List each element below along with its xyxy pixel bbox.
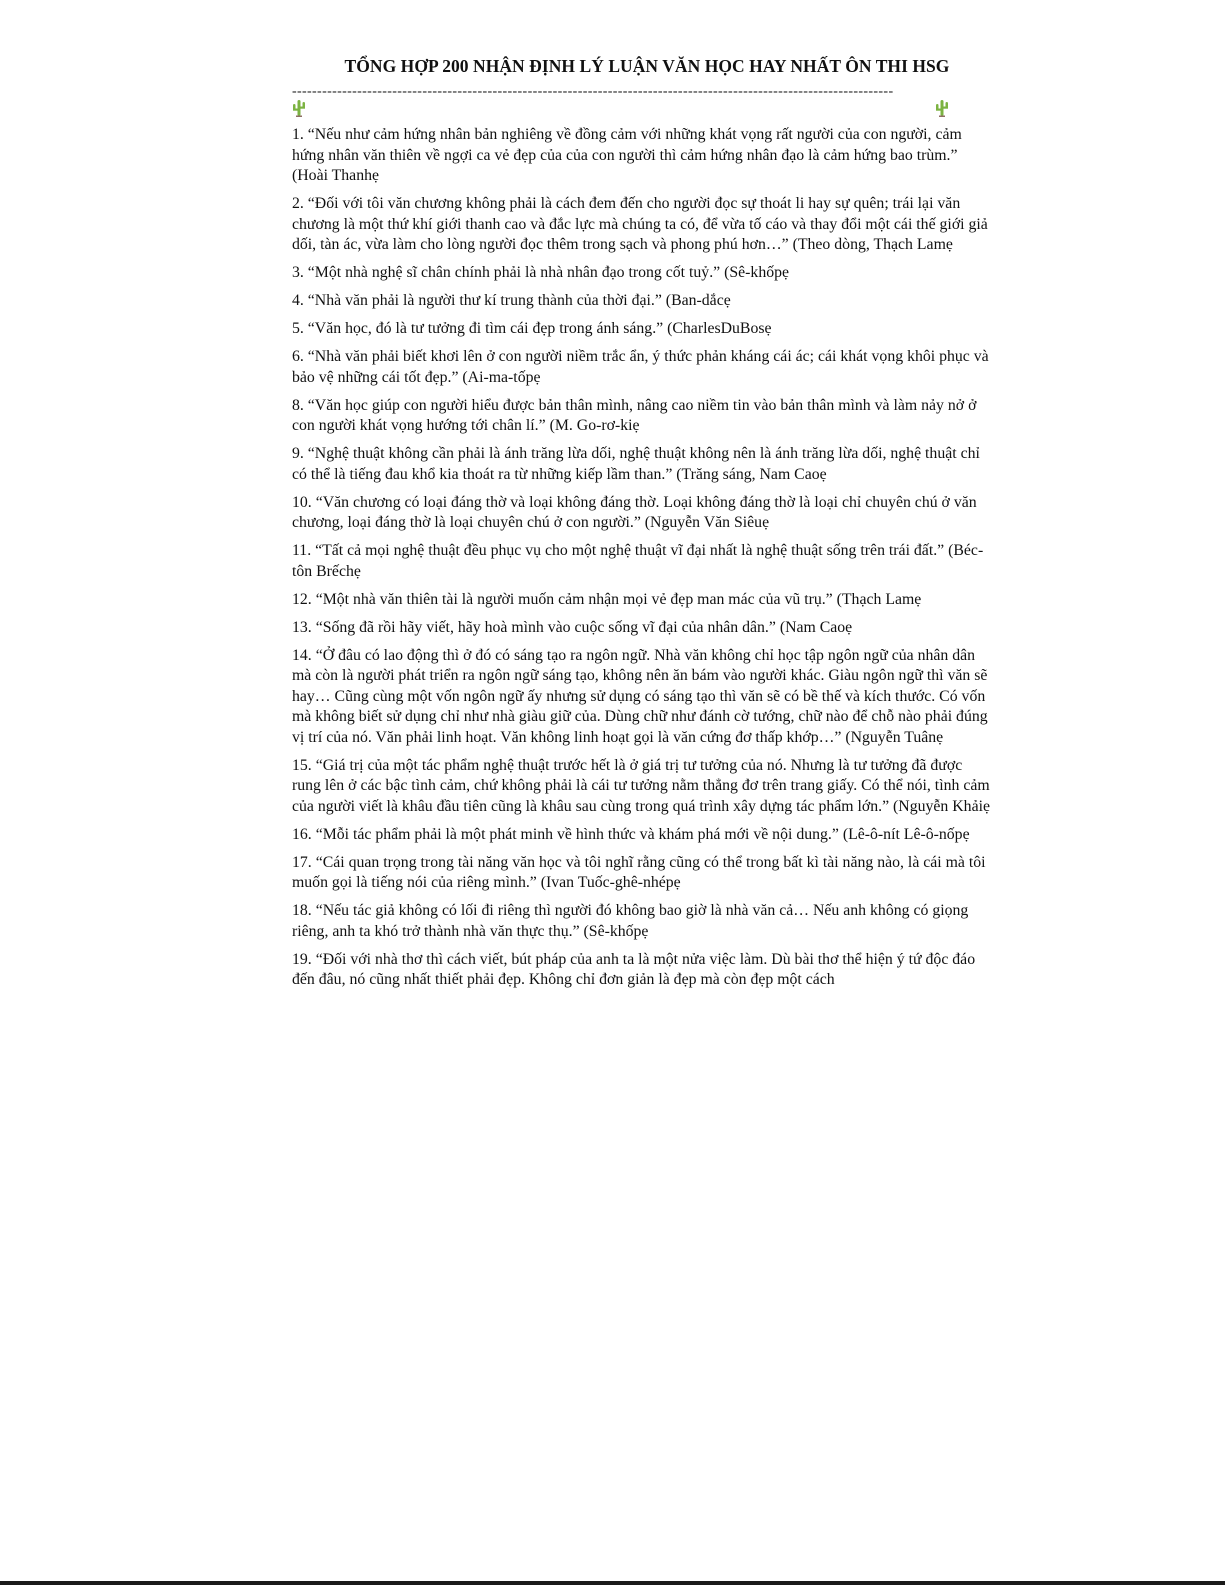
quote-item: 2. “Đối với tôi văn chương không phải là cách đem đến cho người đọc sự thoát li hay sự quên; trái lại văn chương là một thứ khí giới thanh cao và đắc lực mà chúng ta có, để vừa tố cáo và thay đổi một cái thế giới giả dối, tàn ác, vừa làm cho lòng người đọc thêm trong sạch và phong phú hơn…” (Theo dòng, Thạch Lamẹ [292,195,988,253]
icon-row [292,99,992,125]
quote-item: 15. “Giá trị của một tác phẩm nghệ thuật trước hết là ở giá trị tư tưởng của nó. Nhưng là tư tưởng đã được rung lên ở các bậc tình cảm, chứ không phải là cái tư tưởng nằm thẳng đơ trên trang giấy. Có thể nói, tình cảm của người viết là khâu đầu tiên cũng là khâu sau cùng trong quá trình xây dựng tác phẩm lớn.” (Nguyễn Khảiẹ [292,756,990,815]
quote-item: 9. “Nghệ thuật không cần phải là ánh trăng lừa dối, nghệ thuật không nên là ánh trăng lừa dối, nghệ thuật chỉ có thể là tiếng đau khổ kia thoát ra từ những kiếp lầm than.” (Trăng sáng, Nam Caoẹ [292,445,980,483]
quote-item: 18. “Nếu tác giả không có lối đi riêng thì người đó không bao giờ là nhà văn cả… Nếu anh không có giọng riêng, anh ta khó trở thành nhà văn thực thụ.” (Sê-khốpẹ [292,902,969,940]
quote-item: 4. “Nhà văn phải là người thư kí trung thành của thời đại.” (Ban-dắcẹ [292,292,731,309]
quote-item: 1. “Nếu như cảm hứng nhân bản nghiêng về đồng cảm với những khát vọng rất người của con người, cảm hứng nhân văn thiên về ngợi ca vẻ đẹp của của con người thì cảm hứng nhân đạo là cảm hứng bao trùm.” (Hoài Thanhẹ [292,126,962,184]
quote-item: 8. “Văn học giúp con người hiểu được bản thân mình, nâng cao niềm tin vào bản thân mình và làm nảy nở ở con người khát vọng hướng tới chân lí.” (M. Go-rơ-kiẹ [292,396,977,434]
quote-item: 12. “Một nhà văn thiên tài là người muốn cảm nhận mọi vẻ đẹp man mác của vũ trụ.” (Thạch Lamẹ [292,590,922,608]
quote-item: 5. “Văn học, đó là tư tưởng đi tìm cái đẹp trong ánh sáng.” (CharlesDuBosẹ [292,320,772,337]
quote-item: 3. “Một nhà nghệ sĩ chân chính phải là nhà nhân đạo trong cốt tuỷ.” (Sê-khốpẹ [292,264,790,281]
quote-item: 10. “Văn chương có loại đáng thờ và loại không đáng thờ. Loại không đáng thờ là loại chỉ chuyên chú ở văn chương, loại đáng thờ là loại chuyên chú ở con người.” (Nguyễn Văn Siêuẹ [292,493,977,531]
page-title: TỔNG HỢP 200 NHẬN ĐỊNH LÝ LUẬN VĂN HỌC HAY NHẤT ÔN THI HSG [344,56,950,76]
quote-item: 13. “Sống đã rồi hãy viết, hãy hoà mình vào cuộc sống vĩ đại của nhân dân.” (Nam Caoẹ [292,618,853,636]
quote-item: 16. “Mỗi tác phẩm phải là một phát minh về hình thức và khám phá mới về nội dung.” (Lê-ô-nít Lê-ô-nốpẹ [292,825,970,843]
quote-item: 11. “Tất cả mọi nghệ thuật đều phục vụ cho một nghệ thuật vĩ đại nhất là nghệ thuật sống trên trái đất.” (Béc-tôn Brếchẹ [292,542,984,580]
quote-item: 14. “Ở đâu có lao động thì ở đó có sáng tạo ra ngôn ngữ. Nhà văn không chỉ học tập ngôn ngữ của nhân dân mà còn là người phát triển ra ngôn ngữ sáng tạo, không nên ăn bám vào người khác. Giàu ngôn ngữ thì văn sẽ hay… Cũng cùng một vốn ngôn ngữ ấy nhưng sử dụng có sáng tạo thì văn sẽ có bề thế và kích thước. Có vốn mà không biết sử dụng chỉ như nhà giàu giữ của. Dùng chữ như đánh cờ tướng, chữ nào để chỗ nào phải đúng vị trí của nó. Văn phải linh hoạt. Văn không linh hoạt gọi là văn cứng đơ thấp khớp…” (Nguyễn Tuânẹ [292,646,988,746]
quote-item: 19. “Đối với nhà thơ thì cách viết, bút pháp của anh ta là một nửa việc làm. Dù bài thơ thể hiện ý tứ độc đáo đến đâu, nó cũng nhất thiết phải đẹp. Không chỉ đơn giản là đẹp mà còn đẹp một cách [292,950,976,988]
page-bottom-border [0,1581,1225,1585]
cactus-icon [935,99,949,117]
cactus-icon [292,99,306,117]
quote-list [292,125,992,991]
quote-item: 17. “Cái quan trọng trong tài năng văn học và tôi nghĩ rằng cũng có thể trong bất kì tài năng nào, là cái mà tôi muốn gọi là tiếng nói của riêng mình.” (Ivan Tuốc-ghê-nhépẹ [292,853,986,891]
quote-item: 6. “Nhà văn phải biết khơi lên ở con người niềm trắc ẩn, ý thức phản kháng cái ác; cái khát vọng khôi phục và bảo vệ những cái tốt đẹp.” (Ai-ma-tốpẹ [292,348,989,386]
document-page [292,56,992,998]
separator-line: ------------------------------------------------------------------------------------------------------------------------ [292,85,894,99]
